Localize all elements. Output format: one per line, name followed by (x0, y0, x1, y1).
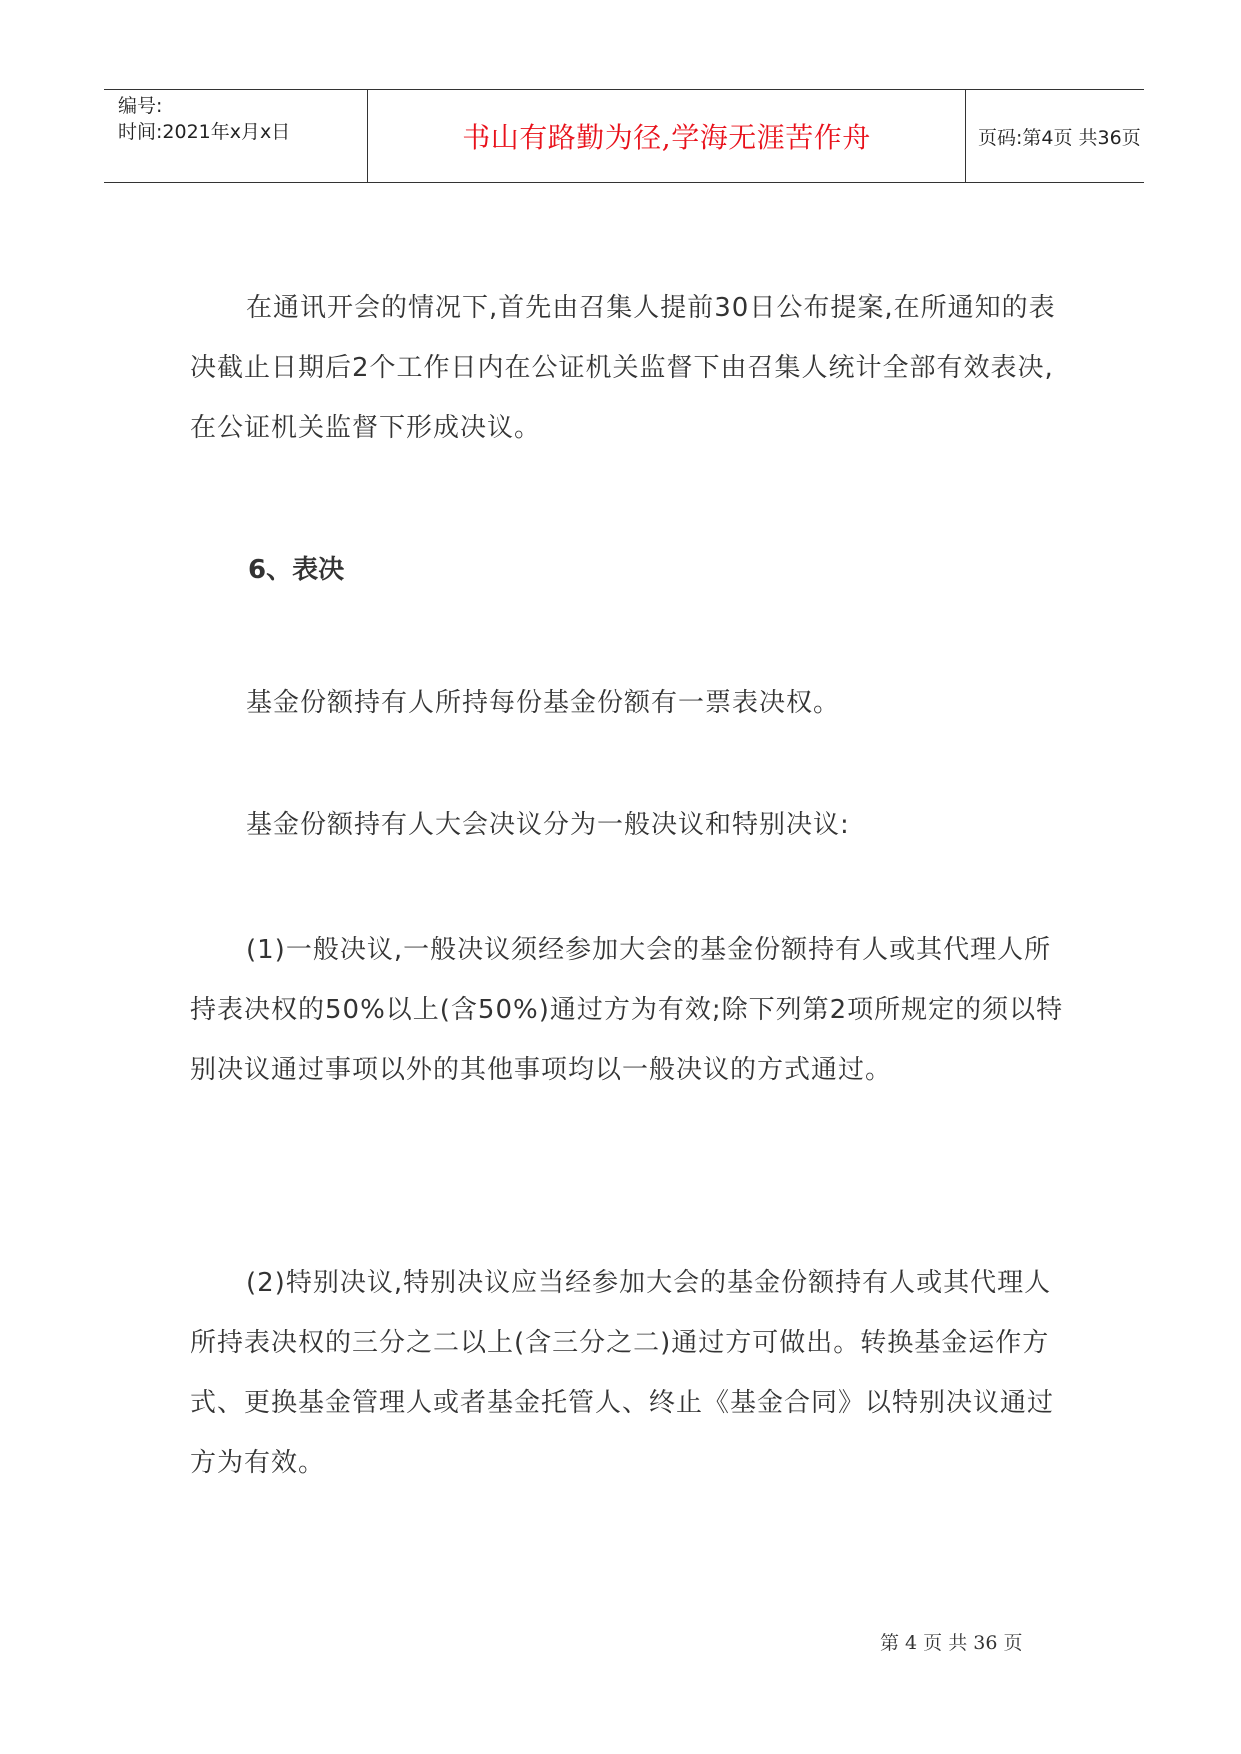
document-header (104, 89, 1144, 183)
header-page-cell (966, 90, 1144, 182)
document-date-label: 时间:2021年x月x日 (118, 121, 291, 143)
document-number-label: 编号: (118, 95, 163, 117)
header-meta-cell (104, 90, 368, 182)
section-heading-voting: 6、表决 (248, 555, 345, 585)
header-motto: 书山有路勤为径,学海无涯苦作舟 (462, 121, 871, 154)
paragraph-communication-meeting: 在通讯开会的情况下,首先由召集人提前30日公布提案,在所通知的表决截止日期后2个工作日内在公证机关监督下由召集人统计全部有效表决,在公证机关监督下形成决议。 (190, 293, 1056, 443)
page-footer: 第 4 页 共 36 页 (880, 1632, 1023, 1654)
header-page-info: 页码:第4页 共36页 (978, 126, 1141, 149)
header-motto-cell (368, 90, 966, 182)
paragraph-special-resolution: (2)特别决议,特别决议应当经参加大会的基金份额持有人或其代理人所持表决权的三分之二以上(含三分之二)通过方可做出。转换基金运作方式、更换基金管理人或者基金托管人、终止《基金合同》以特别决议通过方为有效。 (190, 1268, 1055, 1478)
paragraph-voting-right: 基金份额持有人所持每份基金份额有一票表决权。 (246, 688, 841, 718)
paragraph-general-resolution: (1)一般决议,一般决议须经参加大会的基金份额持有人或其代理人所持表决权的50%以上(含50%)通过方为有效;除下列第2项所规定的须以特别决议通过事项以外的其他事项均以一般决议的方式通过。 (190, 935, 1064, 1085)
paragraph-resolution-types: 基金份额持有人大会决议分为一般决议和特别决议: (246, 810, 850, 840)
